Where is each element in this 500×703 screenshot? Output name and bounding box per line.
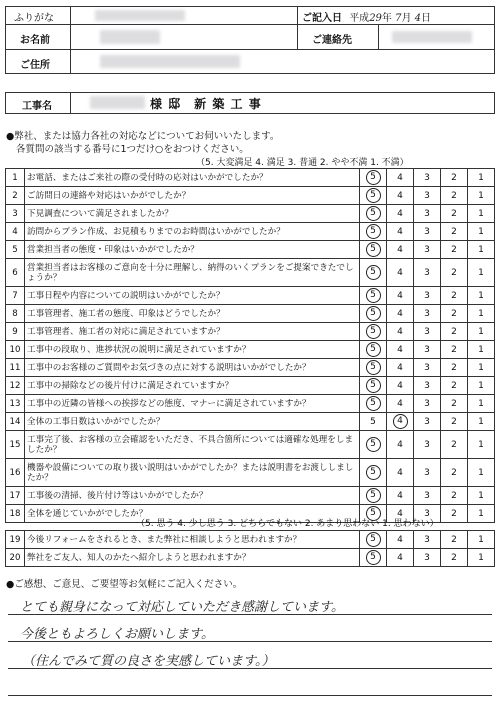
date-year: 29	[369, 13, 382, 24]
scale-a: （5. 大変満足 4. 満足 3. 普通 2. やや不満 1. 不満）	[196, 158, 409, 168]
score-value: 5	[366, 170, 381, 185]
score-value: 5	[366, 206, 381, 221]
score-option[interactable]	[468, 241, 495, 259]
score-value: 3	[424, 344, 430, 355]
score-option[interactable]	[387, 223, 414, 241]
date-day: 4	[414, 13, 422, 24]
score-value: 2	[451, 267, 457, 278]
score-option[interactable]	[360, 359, 387, 377]
comment-rule-4	[8, 695, 492, 696]
score-option[interactable]	[468, 377, 495, 395]
comments-label: ●ご感想、ご意見、ご要望等お気軽にご記入ください。	[6, 579, 243, 590]
question-number: 17	[6, 487, 25, 505]
score-option[interactable]	[441, 187, 468, 205]
score-option[interactable]	[387, 341, 414, 359]
header-col-divider-2	[297, 6, 298, 49]
score-option[interactable]	[414, 187, 441, 205]
score-option[interactable]	[414, 459, 441, 487]
score-value: 2	[451, 380, 457, 391]
score-value: 5	[366, 465, 381, 480]
score-option[interactable]	[360, 487, 387, 505]
score-value: 4	[397, 534, 403, 545]
score-option[interactable]	[360, 459, 387, 487]
question-number: 5	[6, 241, 25, 259]
question-number: 20	[6, 549, 25, 567]
score-option[interactable]	[414, 241, 441, 259]
question-text: 訪問からプラン作成、お見積もりまでのお時間はいかがでしたか？	[25, 223, 360, 241]
question-number: 9	[6, 323, 25, 341]
score-option[interactable]	[468, 169, 495, 187]
score-option[interactable]	[414, 431, 441, 459]
question-number: 2	[6, 187, 25, 205]
score-value: 3	[424, 534, 430, 545]
score-option[interactable]	[441, 459, 468, 487]
question-number: 19	[6, 531, 25, 549]
question-row	[6, 549, 495, 567]
score-value: 5	[366, 437, 381, 452]
address-redacted	[100, 55, 240, 68]
score-option[interactable]	[414, 549, 441, 567]
score-option[interactable]	[387, 259, 414, 287]
question-text: 工事中のお客様のご質問やお気づきの点に対する説明はいかがでしたか？	[25, 359, 360, 377]
question-row	[6, 223, 495, 241]
score-option[interactable]	[414, 395, 441, 413]
name-label: お名前	[20, 35, 50, 46]
intro-line1: ●弊社、または協力各社の対応などについてお伺いいたします。	[6, 131, 280, 142]
score-option[interactable]	[387, 431, 414, 459]
day-unit: 日	[421, 13, 432, 24]
project-label: 工事名	[22, 101, 52, 112]
score-option[interactable]	[387, 413, 414, 431]
score-value: 1	[478, 208, 484, 219]
score-option[interactable]	[441, 549, 468, 567]
score-option[interactable]	[360, 187, 387, 205]
score-value: 3	[424, 416, 430, 427]
score-option[interactable]	[468, 413, 495, 431]
score-value: 3	[424, 380, 430, 391]
score-value: 2	[451, 439, 457, 450]
question-number: 18	[6, 505, 25, 523]
score-option[interactable]	[441, 205, 468, 223]
question-row	[6, 531, 495, 549]
score-value: 2	[451, 290, 457, 301]
scale-b: （5. 思う 4. 少し思う 3. どちらでもない 2. あまり思わない 1. 思わない）	[136, 519, 439, 529]
question-row	[6, 341, 495, 359]
score-option[interactable]	[441, 259, 468, 287]
score-option[interactable]	[414, 305, 441, 323]
score-option[interactable]	[414, 341, 441, 359]
score-option[interactable]	[360, 323, 387, 341]
score-option[interactable]	[414, 223, 441, 241]
question-text: 今後リフォームをされるとき、また弊社に相談しようと思われますか？	[25, 531, 360, 549]
score-value: 4	[397, 467, 403, 478]
score-value: 2	[451, 344, 457, 355]
score-option[interactable]	[414, 413, 441, 431]
score-value: 3	[424, 308, 430, 319]
score-option[interactable]	[360, 259, 387, 287]
question-number: 15	[6, 431, 25, 459]
score-option[interactable]	[414, 377, 441, 395]
score-option[interactable]	[360, 395, 387, 413]
score-value: 4	[397, 552, 403, 563]
score-option[interactable]	[468, 305, 495, 323]
score-option[interactable]	[441, 487, 468, 505]
question-row	[6, 395, 495, 413]
comment-line-1: とても親身になって対応していただき感謝しています。	[20, 600, 344, 615]
question-text: 工事管理者、施工者の態度、印象はどうでしたか？	[25, 305, 360, 323]
question-number: 4	[6, 223, 25, 241]
score-value: 4	[397, 208, 403, 219]
score-option[interactable]	[468, 459, 495, 487]
score-option[interactable]	[468, 259, 495, 287]
furigana-redacted	[95, 10, 185, 21]
header-col-divider-3	[378, 24, 379, 49]
score-value: 1	[478, 490, 484, 501]
question-text: 機器や設備についての取り扱い説明はいかがでしたか？または説明書をお渡ししましたか？	[25, 459, 360, 487]
questions-table-b	[5, 530, 495, 567]
question-text: 工事管理者、施工者の対応に満足されていますか？	[25, 323, 360, 341]
question-text: 営業担当者の態度・印象はいかがでしたか？	[25, 241, 360, 259]
question-number: 6	[6, 259, 25, 287]
question-row	[6, 259, 495, 287]
score-value: 5	[366, 378, 381, 393]
score-option[interactable]	[441, 323, 468, 341]
score-option[interactable]	[441, 531, 468, 549]
question-text: 工事中の近隣の皆様への挨拶などの態度、マナーに満足されていますか？	[25, 395, 360, 413]
question-row	[6, 431, 495, 459]
score-value: 2	[451, 326, 457, 337]
score-option[interactable]	[441, 413, 468, 431]
question-text: お電話、またはご来社の際の受付時の応対はいかがでしたか？	[25, 169, 360, 187]
question-text: 工事後の清掃、後片付け等はいかがでしたか？	[25, 487, 360, 505]
score-option[interactable]	[441, 395, 468, 413]
score-value: 4	[397, 380, 403, 391]
score-value: 2	[451, 208, 457, 219]
score-value: 3	[424, 508, 430, 519]
date-label: ご記入日	[302, 13, 342, 24]
question-text: 下見調査について満足されましたか？	[25, 205, 360, 223]
score-option[interactable]	[360, 413, 387, 431]
score-value: 1	[478, 467, 484, 478]
score-value: 1	[478, 226, 484, 237]
address-label: ご住所	[20, 60, 50, 71]
furigana-label: ふりがな	[14, 13, 54, 24]
score-option[interactable]	[414, 205, 441, 223]
score-value: 3	[424, 439, 430, 450]
score-value: 5	[366, 488, 381, 503]
score-value: 3	[424, 244, 430, 255]
contact-redacted	[392, 31, 472, 43]
question-row	[6, 377, 495, 395]
score-value: 2	[451, 467, 457, 478]
header-col-divider	[70, 6, 71, 74]
score-option[interactable]	[441, 223, 468, 241]
score-value: 4	[397, 362, 403, 373]
score-value: 2	[451, 416, 457, 427]
score-value: 5	[366, 242, 381, 257]
question-number: 3	[6, 205, 25, 223]
score-value: 1	[478, 344, 484, 355]
question-number: 8	[6, 305, 25, 323]
score-option[interactable]	[468, 323, 495, 341]
score-option[interactable]	[387, 531, 414, 549]
score-option[interactable]	[414, 323, 441, 341]
contact-label: ご連絡先	[312, 35, 352, 46]
question-text: 工事中の掃除などの後片付けに満足されていますか？	[25, 377, 360, 395]
score-value: 1	[478, 534, 484, 545]
score-value: 4	[397, 398, 403, 409]
score-value: 1	[478, 244, 484, 255]
intro-line2: 各質問の該当する番号に1つだけ○をおつけください。	[16, 144, 249, 155]
project-title: 様 邸 新 築 工 事	[150, 97, 262, 111]
score-option[interactable]	[468, 359, 495, 377]
score-value: 4	[393, 414, 408, 429]
questions-table	[5, 168, 495, 523]
score-value: 2	[451, 244, 457, 255]
score-option[interactable]	[468, 531, 495, 549]
score-option[interactable]	[387, 487, 414, 505]
score-value: 4	[397, 226, 403, 237]
score-option[interactable]	[468, 287, 495, 305]
score-option[interactable]	[387, 205, 414, 223]
score-value: 5	[366, 188, 381, 203]
score-option[interactable]	[360, 287, 387, 305]
score-option[interactable]	[468, 205, 495, 223]
score-value: 3	[424, 326, 430, 337]
score-value: 1	[478, 508, 484, 519]
score-value: 3	[424, 208, 430, 219]
score-value: 4	[397, 190, 403, 201]
question-row	[6, 487, 495, 505]
question-row	[6, 187, 495, 205]
score-option[interactable]	[441, 431, 468, 459]
year-unit: 年	[381, 13, 392, 24]
score-value: 5	[366, 224, 381, 239]
score-value: 2	[451, 226, 457, 237]
score-value: 1	[478, 267, 484, 278]
score-option[interactable]	[360, 205, 387, 223]
score-value: 2	[451, 534, 457, 545]
score-value: 5	[366, 360, 381, 375]
score-option[interactable]	[387, 187, 414, 205]
score-option[interactable]	[414, 487, 441, 505]
score-value: 4	[397, 344, 403, 355]
score-option[interactable]	[468, 341, 495, 359]
question-number: 12	[6, 377, 25, 395]
score-option[interactable]	[360, 549, 387, 567]
score-value: 4	[397, 290, 403, 301]
score-value: 1	[478, 362, 484, 373]
header-divider-1	[5, 24, 495, 25]
score-value: 1	[478, 172, 484, 183]
score-option[interactable]	[468, 549, 495, 567]
question-row	[6, 459, 495, 487]
score-value: 2	[451, 490, 457, 501]
score-value: 5	[366, 550, 381, 565]
date-month: 7	[395, 13, 402, 24]
score-option[interactable]	[360, 431, 387, 459]
question-number: 7	[6, 287, 25, 305]
question-row	[6, 413, 495, 431]
score-option[interactable]	[414, 169, 441, 187]
score-option[interactable]	[414, 259, 441, 287]
score-option[interactable]	[441, 505, 468, 523]
question-row	[6, 287, 495, 305]
question-text: 弊社をご友人、知人のかたへ紹介しようと思われますか？	[25, 549, 360, 567]
project-col-divider	[70, 92, 71, 114]
score-value: 4	[397, 308, 403, 319]
score-value: 3	[424, 552, 430, 563]
date-row	[302, 9, 431, 24]
score-value: 2	[451, 508, 457, 519]
score-value: 5	[366, 342, 381, 357]
score-value: 3	[424, 467, 430, 478]
question-text: ご訪問日の連絡や対応はいかがでしたか？	[25, 187, 360, 205]
score-value: 4	[397, 267, 403, 278]
score-option[interactable]	[441, 169, 468, 187]
score-value: 4	[397, 439, 403, 450]
score-option[interactable]	[468, 223, 495, 241]
score-option[interactable]	[468, 505, 495, 523]
score-value: 5	[366, 288, 381, 303]
question-number: 10	[6, 341, 25, 359]
score-option[interactable]	[468, 187, 495, 205]
month-unit: 月	[401, 13, 412, 24]
score-value: 5	[366, 396, 381, 411]
question-text: 営業担当者はお客様のご意向を十分に理解し、納得のいくプランをご提案できたでしょうか？	[25, 259, 360, 287]
score-value: 1	[478, 416, 484, 427]
score-value: 1	[478, 398, 484, 409]
question-row	[6, 359, 495, 377]
score-option[interactable]	[360, 241, 387, 259]
score-value: 1	[478, 326, 484, 337]
score-value: 3	[424, 398, 430, 409]
score-value: 5	[366, 506, 381, 521]
comment-line-3: （住んでみて質の良さを実感しています。）	[22, 654, 275, 669]
project-name-redacted	[90, 96, 145, 109]
score-value: 4	[397, 172, 403, 183]
question-row	[6, 169, 495, 187]
score-option[interactable]	[360, 169, 387, 187]
score-option[interactable]	[414, 287, 441, 305]
score-option[interactable]	[387, 377, 414, 395]
score-option[interactable]	[441, 341, 468, 359]
score-value: 2	[451, 552, 457, 563]
score-option[interactable]	[441, 377, 468, 395]
score-option[interactable]	[360, 341, 387, 359]
score-value: 2	[451, 172, 457, 183]
score-option[interactable]	[441, 359, 468, 377]
score-value: 5	[366, 306, 381, 321]
score-option[interactable]	[360, 377, 387, 395]
score-option[interactable]	[387, 359, 414, 377]
question-number: 16	[6, 459, 25, 487]
score-value: 4	[397, 326, 403, 337]
score-value: 4	[397, 508, 403, 519]
score-value: 2	[451, 190, 457, 201]
score-value: 3	[424, 490, 430, 501]
header-divider-2	[5, 49, 495, 50]
question-number: 1	[6, 169, 25, 187]
score-value: 5	[366, 532, 381, 547]
question-text: 工事中の段取り、進捗状況の説明に満足されていますか？	[25, 341, 360, 359]
name-redacted	[100, 30, 160, 44]
score-option[interactable]	[387, 459, 414, 487]
question-number: 14	[6, 413, 25, 431]
score-option[interactable]	[468, 487, 495, 505]
question-text: 全体を通じていかがでしたか？	[25, 505, 360, 523]
score-option[interactable]	[360, 531, 387, 549]
score-value: 3	[424, 290, 430, 301]
score-option[interactable]	[441, 305, 468, 323]
score-value: 1	[478, 439, 484, 450]
question-row	[6, 323, 495, 341]
question-text: 工事完了後、お客様の立会確認をいただき、不具合箇所については適確な処理をしましたか？	[25, 431, 360, 459]
score-value: 5	[366, 265, 381, 280]
score-value: 1	[478, 190, 484, 201]
score-value: 3	[424, 362, 430, 373]
score-value: 1	[478, 380, 484, 391]
score-value: 4	[397, 244, 403, 255]
score-option[interactable]	[387, 241, 414, 259]
score-value: 3	[424, 172, 430, 183]
score-value: 2	[451, 308, 457, 319]
score-value: 3	[424, 190, 430, 201]
score-option[interactable]	[387, 323, 414, 341]
score-value: 2	[451, 362, 457, 373]
score-option[interactable]	[441, 287, 468, 305]
score-option[interactable]	[441, 241, 468, 259]
score-option[interactable]	[387, 287, 414, 305]
date-era: 平成	[349, 13, 370, 24]
score-option[interactable]	[468, 395, 495, 413]
score-value: 1	[478, 552, 484, 563]
score-option[interactable]	[387, 169, 414, 187]
question-text: 全体の工事日数はいかがでしたか？	[25, 413, 360, 431]
score-value: 4	[397, 490, 403, 501]
score-option[interactable]	[360, 223, 387, 241]
question-row	[6, 241, 495, 259]
question-row	[6, 305, 495, 323]
score-option[interactable]	[387, 549, 414, 567]
score-option[interactable]	[387, 305, 414, 323]
score-value: 1	[478, 308, 484, 319]
score-value: 5	[366, 324, 381, 339]
question-number: 11	[6, 359, 25, 377]
score-value: 1	[478, 290, 484, 301]
comment-line-2: 今後ともよろしくお願いします。	[20, 627, 214, 642]
score-value: 3	[424, 226, 430, 237]
score-option[interactable]	[414, 359, 441, 377]
question-number: 13	[6, 395, 25, 413]
score-value: 5	[370, 416, 376, 427]
question-text: 工事日程や内容についての説明はいかがでしたか？	[25, 287, 360, 305]
score-value: 2	[451, 398, 457, 409]
score-option[interactable]	[468, 431, 495, 459]
score-option[interactable]	[414, 531, 441, 549]
score-value: 3	[424, 267, 430, 278]
score-option[interactable]	[360, 305, 387, 323]
score-option[interactable]	[387, 395, 414, 413]
question-row	[6, 205, 495, 223]
